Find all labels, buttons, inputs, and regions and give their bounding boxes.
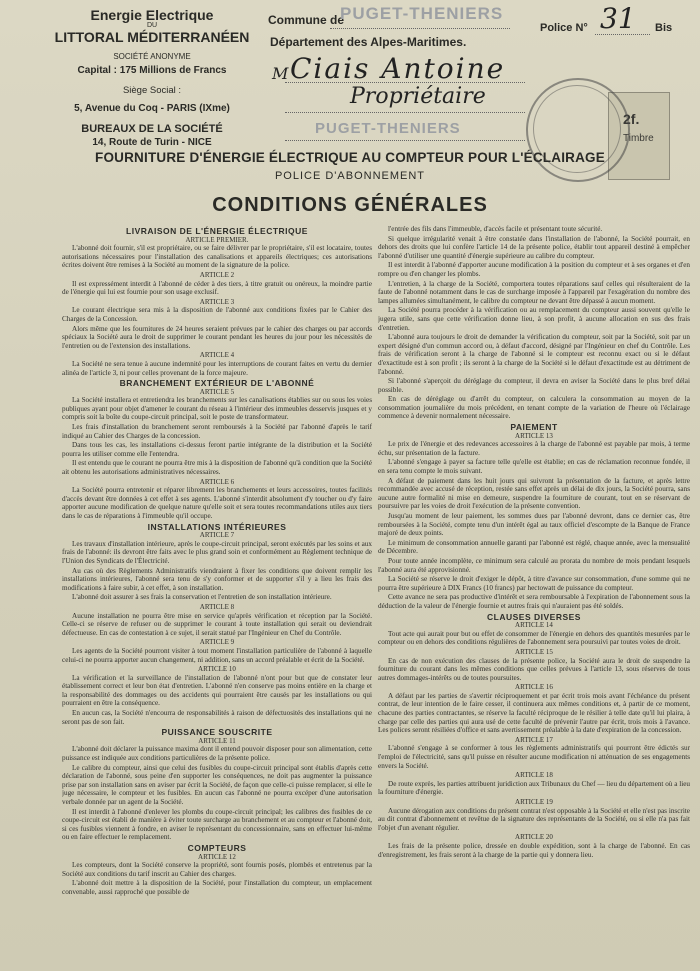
clause-paragraph: Si l'abonné s'aperçoit du déréglage du compteur, il devra en aviser la Société dans le plus bref délai possible. bbox=[378, 377, 690, 394]
article-label: ARTICLE 5 bbox=[199, 387, 235, 396]
clause-paragraph: Aucune installation ne pourra être mise en service qu'après vérification et réception par la Société. Celle-ci se réserve de refuser ou de supprimer le courant à toute installation qui serait ou deviendrait défectueuse. En cas de contestation à ce sujet, il serait statué par l'Ingénieur en Chef du Contrôle. bbox=[62, 611, 372, 637]
article-label: ARTICLE 17 bbox=[515, 735, 553, 744]
client-name: Ciais Antoine bbox=[290, 52, 506, 85]
company-name-line1: Energie Electrique bbox=[90, 7, 214, 23]
article-label: ARTICLE 19 bbox=[515, 798, 553, 806]
clause-paragraph: L'abonné aura toujours le droit de demander la vérification du compteur, soit par la Société, soit par un expert désigné d'un commun accord ou, à défaut d'accord, désigné par l'Ingénieur en chef du Contrôle. Les frais de vérification seront à la charge de l'abonné si le compteur est reconnu exact ou si le défaut d'exactitude est à son profit ; ils seront à la charge de la Société si le défaut d'exactitude est au détriment de l'abonné. bbox=[378, 333, 690, 376]
clause-paragraph: Le calibre du compteur, ainsi que celui des fusibles du coupe-circuit principal sont établis d'après cette déclaration de l'abonné, sous peine d'en supporter les conséquences, ne doit pas augmenter la puissance prise par son installation sans en aviser par écrit la Société, de façon que celle-ci puisse remplacer, si elle le juge nécessaire, le compteur et les fusibles. En aucun cas l'abonné ne pourra excéper d'une autorisation verbale donnée par un agent de la Société. bbox=[62, 763, 372, 806]
commune-stamp: PUGET-THENIERS bbox=[340, 4, 504, 23]
article-label: ARTICLE 6 bbox=[199, 477, 235, 486]
article-label: ARTICLE 2 bbox=[199, 270, 235, 279]
document-subtitle: POLICE D'ABONNEMENT bbox=[274, 170, 426, 182]
clause-paragraph: En cas de non exécution des clauses de la présente police, la Société aura le droit de suspendre la fourniture du courant dans les mêmes conditions que celles prévues à l'article 13, sous réserves de tous autres dommages-intérêts ou de toutes poursuites. bbox=[378, 656, 690, 682]
company-block bbox=[52, 8, 252, 150]
clause-paragraph: l'entrée des fils dans l'immeuble, d'accès facile et présentant toute sécurité. bbox=[388, 225, 603, 233]
clause-paragraph: En aucun cas, la Société n'encourra de responsabilités à raison de défectuosités des installations qui ne seront pas de son fait. bbox=[62, 709, 372, 726]
bureaux-label: BUREAUX DE LA SOCIÉTÉ bbox=[81, 123, 223, 135]
company-type: SOCIÉTÉ ANONYME bbox=[113, 52, 191, 61]
clause-paragraph: Les travaux d'installation intérieure, après le coupe-circuit principal, seront exécutés par les soins et aux frais de l'abonné: ils devront être faits avec le plus grand soin et conformément au Règlement technique de l'Union des Syndicats de l'Électricité. bbox=[62, 539, 372, 565]
article-label: ARTICLE 13 bbox=[515, 431, 553, 440]
article-label: ARTICLE 4 bbox=[199, 351, 235, 360]
article-label: ARTICLE 12 bbox=[198, 852, 236, 861]
clause-paragraph: Au cas où des Règlements Administratifs viendraient à fixer les conditions que doivent remplir les installations intérieures, l'abonné sera tenu de s'y conformer et de supporter s'il y a lieu les frais des modifications à faire subir, à cet effet, à son installation. bbox=[62, 566, 372, 592]
article-label: ARTICLE 18 bbox=[515, 771, 553, 780]
article-label: ARTICLE 3 bbox=[199, 297, 235, 306]
commune-label: Commune de bbox=[268, 13, 345, 27]
clause-paragraph: L'abonné doit assurer à ses frais la conservation et l'entretien de son installation intérieure. bbox=[72, 593, 332, 602]
clause-paragraph: Alors même que les fournitures de 24 heures seraient prévues par le cahier des charges ou par accords spéciaux la Société aura le droit de supprimer le courant pendant les heures du jour pour les nécessités de l'entretien ou de l'extension des installations. bbox=[62, 324, 372, 350]
police-label: Police N° bbox=[540, 22, 588, 34]
article-label: ARTICLE 8 bbox=[199, 602, 235, 611]
clause-paragraph: Il est expressément interdit à l'abonné de céder à des tiers, à titre gratuit ou onéreux, la moindre partie de l'énergie qui lui est fournie pour son usage exclusif. bbox=[62, 279, 372, 297]
document-title: FOURNITURE D'ÉNERGIE ÉLECTRIQUE AU COMPTEUR POUR L'ÉCLAIRAGE bbox=[95, 150, 605, 165]
clause-paragraph: Si quelque irrégularité venait à être constatée dans l'installation de l'abonné, la Société pourrait, en dehors des droits que lui confère l'article 14 de la présente police, établir tout appareil destiné à empêcher l'abonné d'utiliser une quantité d'énergie supérieure au calibre du compteur. bbox=[378, 234, 690, 260]
conditions-heading: CONDITIONS GÉNÉRALES bbox=[212, 194, 488, 216]
section-heading: LIVRAISON DE L'ÉNERGIE ÉLECTRIQUE bbox=[126, 226, 308, 236]
article-label: ARTICLE 7 bbox=[199, 531, 235, 540]
clause-paragraph: La Société pourra procéder à la vérification ou au remplacement du compteur aussi souvent qu'elle le jugera utile, sans que cette vérification donne lieu, à son profit, à aucune allocation en sus des frais d'entretien. bbox=[378, 306, 690, 332]
clause-paragraph: La Société ne sera tenue à aucune indemnité pour les interruptions de courant faites en vertu du dernier alinéa de l'article 3, ni pour celles provenant de la force majeure. bbox=[62, 359, 372, 377]
section-heading: CLAUSES DIVERSES bbox=[487, 611, 581, 622]
bureaux-address: 14, Route de Turin - NICE bbox=[92, 137, 212, 148]
commune-line bbox=[330, 28, 510, 29]
section-heading: PAIEMENT bbox=[510, 422, 558, 433]
clause-paragraph: Les compteurs, dont la Société conserve la propriété, sont fournis posés, plombés et entretenus par la Société aux conditions du tarif inscrit au Cahier des charges. bbox=[62, 861, 372, 878]
client-prefix: M bbox=[272, 64, 289, 83]
siege-label: Siège Social : bbox=[122, 85, 182, 96]
commune-stamp-2: PUGET-THENIERS bbox=[315, 120, 461, 137]
article-label: ARTICLE 9 bbox=[199, 638, 235, 647]
article-label: ARTICLE 11 bbox=[198, 736, 236, 745]
article-label: ARTICLE PREMIER. bbox=[185, 235, 249, 244]
article-label: ARTICLE 20 bbox=[515, 833, 553, 842]
section-heading: PUISSANCE SOUSCRITE bbox=[161, 727, 273, 738]
clause-paragraph: L'abonné s'engage à se conformer à tous les règlements administratifs qui pourront être édictés sur l'emploi de l'électricité, sans qu'il puisse en résulter aucune modification ni atténuation de ses engagements envers la Société. bbox=[378, 744, 690, 770]
clause-paragraph: Les frais de la présente police, dressée en double expédition, sont à la charge de l'abonné. En cas d'enregistrement, les frais seront à la charge de la partie qui y donnera lieu. bbox=[378, 841, 690, 859]
company-capital: Capital : 175 Millions de Francs bbox=[77, 65, 227, 76]
role-line bbox=[285, 112, 525, 113]
bis-label: Bis bbox=[655, 22, 673, 34]
clause-paragraph: Il est entendu que le courant ne pourra être mis à la disposition de l'abonné qu'à condition que la Société ait obtenu les autorisations administratives nécessaires. bbox=[62, 459, 372, 477]
clause-paragraph: L'abonné doit mettre à la disposition de la Société, pour l'installation du compteur, un emplacement convenable, aussi rapproché que possible de bbox=[62, 879, 372, 896]
clause-paragraph: L'abonné s'engage à payer sa facture telle qu'elle est établie; en cas de réclamation reconnue fondée, il en sera tenu compte le mois suivant. bbox=[378, 458, 690, 476]
right-column bbox=[378, 225, 690, 925]
clause-paragraph: Le prix de l'énergie et des redevances accessoires à la charge de l'abonné est payable par mois, à terme échu, sur présentation de la facture. bbox=[378, 440, 690, 457]
section-heading: BRANCHEMENT EXTÉRIEUR DE L'ABONNÉ bbox=[119, 378, 315, 389]
clause-paragraph: Il est interdit à l'abonné d'enlever les plombs du coupe-circuit principal; les calibres des fusibles de ce coupe-circuit est établi de manière à éviter toute surcharge au branchement et au compteur et l'abonné doit, si ces fusibles viennent à fondre, en aviser le représentant du concessionnaire, sans en effectuer lui-même ou en faire effectuer le remplacement. bbox=[62, 807, 372, 842]
section-heading: INSTALLATIONS INTÉRIEURES bbox=[147, 521, 287, 532]
client-line bbox=[285, 82, 525, 83]
clause-paragraph: Le minimum de consommation annuelle garanti par l'abonné est réglé, chaque année, avec la mensualité de Décembre. bbox=[378, 538, 690, 556]
clause-paragraph: L'abonné doit fournir, s'il est propriétaire, ou se faire délivrer par le propriétaire, s'il est locataire, toutes autorisations nécessaires pour l'installation des canalisations et appareils électriques; ces autorisations écrites doivent être remises à la Société au moment de la signature de la police. bbox=[62, 244, 372, 270]
clause-paragraph: A défaut par les parties de s'avertir réciproquement et par écrit trois mois avant l'échéance du présent contrat, de leur intention de le faire cesser, il continuera aux mêmes conditions et, à partir de ce moment, chacune des parties contractantes, se réserve la faculté réciproque de le résilier à telle date qu'il lui plaira, à charge par celle des parties qui aura usé de cette faculté de prévenir l'autre par écrit, trois mois à l'avance. Les polices seront résiliées d'office et sans avertissement préalable à la date d'expiration de la concession. bbox=[378, 691, 690, 735]
clause-paragraph: Tout acte qui aurait pour but ou effet de consommer de l'énergie en dehors des quantités mesurées par le compteur ou en dehors des conditions régulières de l'abonnement sera poursuivi par toutes voies de droit. bbox=[378, 629, 690, 647]
clause-paragraph: Jusqu'au moment de leur paiement, les sommes dues par l'abonné devront, dans ce dernier cas, être remboursées à la Société, compte tenu d'un intérêt égal au taux officiel d'escompte de la Banque de France majoré de deux points. bbox=[378, 512, 690, 538]
clause-paragraph: Aucune dérogation aux conditions du présent contrat n'est opposable à la Société et elle n'est pas inscrite au dit contrat d'abonnement et revêtue de la signature des représentants de la Société, ou si elle n'a pas fait l'objet d'un avenant régulier. bbox=[378, 806, 690, 832]
clause-paragraph: L'entretien, à la charge de la Société, comportera toutes réparations sauf celles qui résulteraient de la faute de l'abonné notamment dans le cas de surcharge imposée à l'appareil par l'exagération du nombre des lampes allumées simultanément, le calibre du compteur ne devant être dépassé à aucun moment. bbox=[378, 279, 690, 305]
clause-paragraph: La Société pourra entretenir et réparer librement les branchements et leurs accessoires, toutes facilités d'accès devant être données à cet effet à ses agents. L'abonné s'interdit absolument d'y toucher ou d'y faire apporter aucune modification de quelque nature qu'elle soit et sera toutes recommandations utiles aux tiers dans le cas de réparations à l'immeuble qu'il occupe. bbox=[62, 486, 372, 520]
timbre-value: 2f. bbox=[623, 111, 640, 127]
clause-paragraph: Pour toute année incomplète, ce minimum sera calculé au prorata du nombre de mois pendant lesquels l'abonné aura été approvisionné. bbox=[378, 556, 690, 574]
article-label: ARTICLE 10 bbox=[198, 665, 236, 674]
client-role: Propriétaire bbox=[350, 84, 486, 109]
article-label: ARTICLE 15 bbox=[515, 647, 553, 656]
clause-paragraph: La Société se réserve le droit d'exiger le dépôt, à titre d'avance sur consommation, d'une somme qui ne pourra être supérieure à DIX Francs (10 francs) par hectowatt de puissance du compteur. bbox=[378, 575, 690, 592]
clause-paragraph: La vérification et la surveillance de l'installation de l'abonné n'ont pour but que de constater leur établissement correct et leur bon état d'entretien. L'abonné n'en conserve pas moins entière en la charge et la responsabilité des dommages ou des accidents qui pourraient être causés par les installations ou qui pourraient en être la conséquence. bbox=[62, 673, 372, 708]
clause-paragraph: Les frais d'installation du branchement seront remboursés à la Société par l'abonné d'après le tarif indiqué au Cahier des Charges de la concession. bbox=[62, 423, 372, 440]
company-name-line2: LITTORAL MÉDITERRANÉEN bbox=[54, 29, 250, 45]
address-line bbox=[285, 140, 525, 141]
clause-paragraph: Il est interdit à l'abonné d'apporter aucune modification à la position du compteur et à ses organes et d'en rompre ou d'en changer les plombs. bbox=[378, 261, 690, 278]
clause-paragraph: L'abonné doit déclarer la puissance maxima dont il entend pouvoir disposer pour son alimentation, cette puissance est indiquée aux conditions particulières de la présente police. bbox=[62, 745, 372, 763]
timbre-label: Timbre bbox=[623, 133, 654, 144]
departement: Département des Alpes-Maritimes. bbox=[270, 35, 467, 49]
clause-paragraph: A défaut de paiement dans les huit jours qui suivront la présentation de la facture, et après lettre recommandée avec accusé de réception, restée sans effet après un délai de dix jours, la Société pourra, sans aucune autre formalité ni mise en demeure, suspendre la fourniture de courant, tout en se réservant de poursuivre par les voies de droit l'exécution de la présente convention. bbox=[378, 476, 690, 511]
left-column bbox=[62, 225, 372, 969]
section-heading: COMPTEURS bbox=[187, 842, 247, 853]
clause-paragraph: Cette avance ne sera pas productive d'intérêt et sera remboursable à l'expiration de l'abonnement sous la déduction de la valeur de l'énergie fournie et autres frais qui n'auraient pas été soldés. bbox=[378, 593, 690, 610]
siege-address: 5, Avenue du Coq - PARIS (IXme) bbox=[74, 103, 230, 114]
clause-paragraph: Le courant électrique sera mis à la disposition de l'abonné aux conditions fixées par le Cahier des Charges de la Concession. bbox=[62, 306, 372, 323]
clause-paragraph: Dans tous les cas, les installations ci-dessus feront partie intégrante de la distribution et la Société pourra les utiliser comme elle l'entendra. bbox=[62, 441, 372, 458]
article-label: ARTICLE 14 bbox=[515, 621, 553, 630]
police-line bbox=[595, 34, 650, 35]
police-number: 31 bbox=[600, 2, 636, 35]
company-du: DU bbox=[146, 22, 158, 29]
clause-paragraph: La Société installera et entretiendra les branchements sur les canalisations établies sur ou sous les voies publiques ayant pour objet d'amener le courant du réseau à l'intérieur des immeubles desservis jusques et y compris soit la boîte du coupe-circuit principal, soit le poste de transformateur. bbox=[62, 396, 372, 422]
clause-paragraph: De route exprès, les parties attribuent juridiction aux Tribunaux du Chef — lieu du département où a lieu la fourniture d'énergie. bbox=[378, 779, 690, 797]
clause-paragraph: Les agents de la Société pourront visiter à tout moment l'installation particulière de l'abonné à laquelle celui-ci ne pourra apporter aucun changement, ni addition, sans un accord préalable et écrit de la Société. bbox=[62, 646, 372, 664]
article-label: ARTICLE 16 bbox=[515, 683, 553, 692]
clause-paragraph: En cas de déréglage ou d'arrêt du compteur, on calculera la consommation au moyen de la consommation journalière du mois précédent, en tenant compte de la variation de l'heure où l'éclairage commence à devenir normalement nécessaire. bbox=[378, 395, 690, 421]
